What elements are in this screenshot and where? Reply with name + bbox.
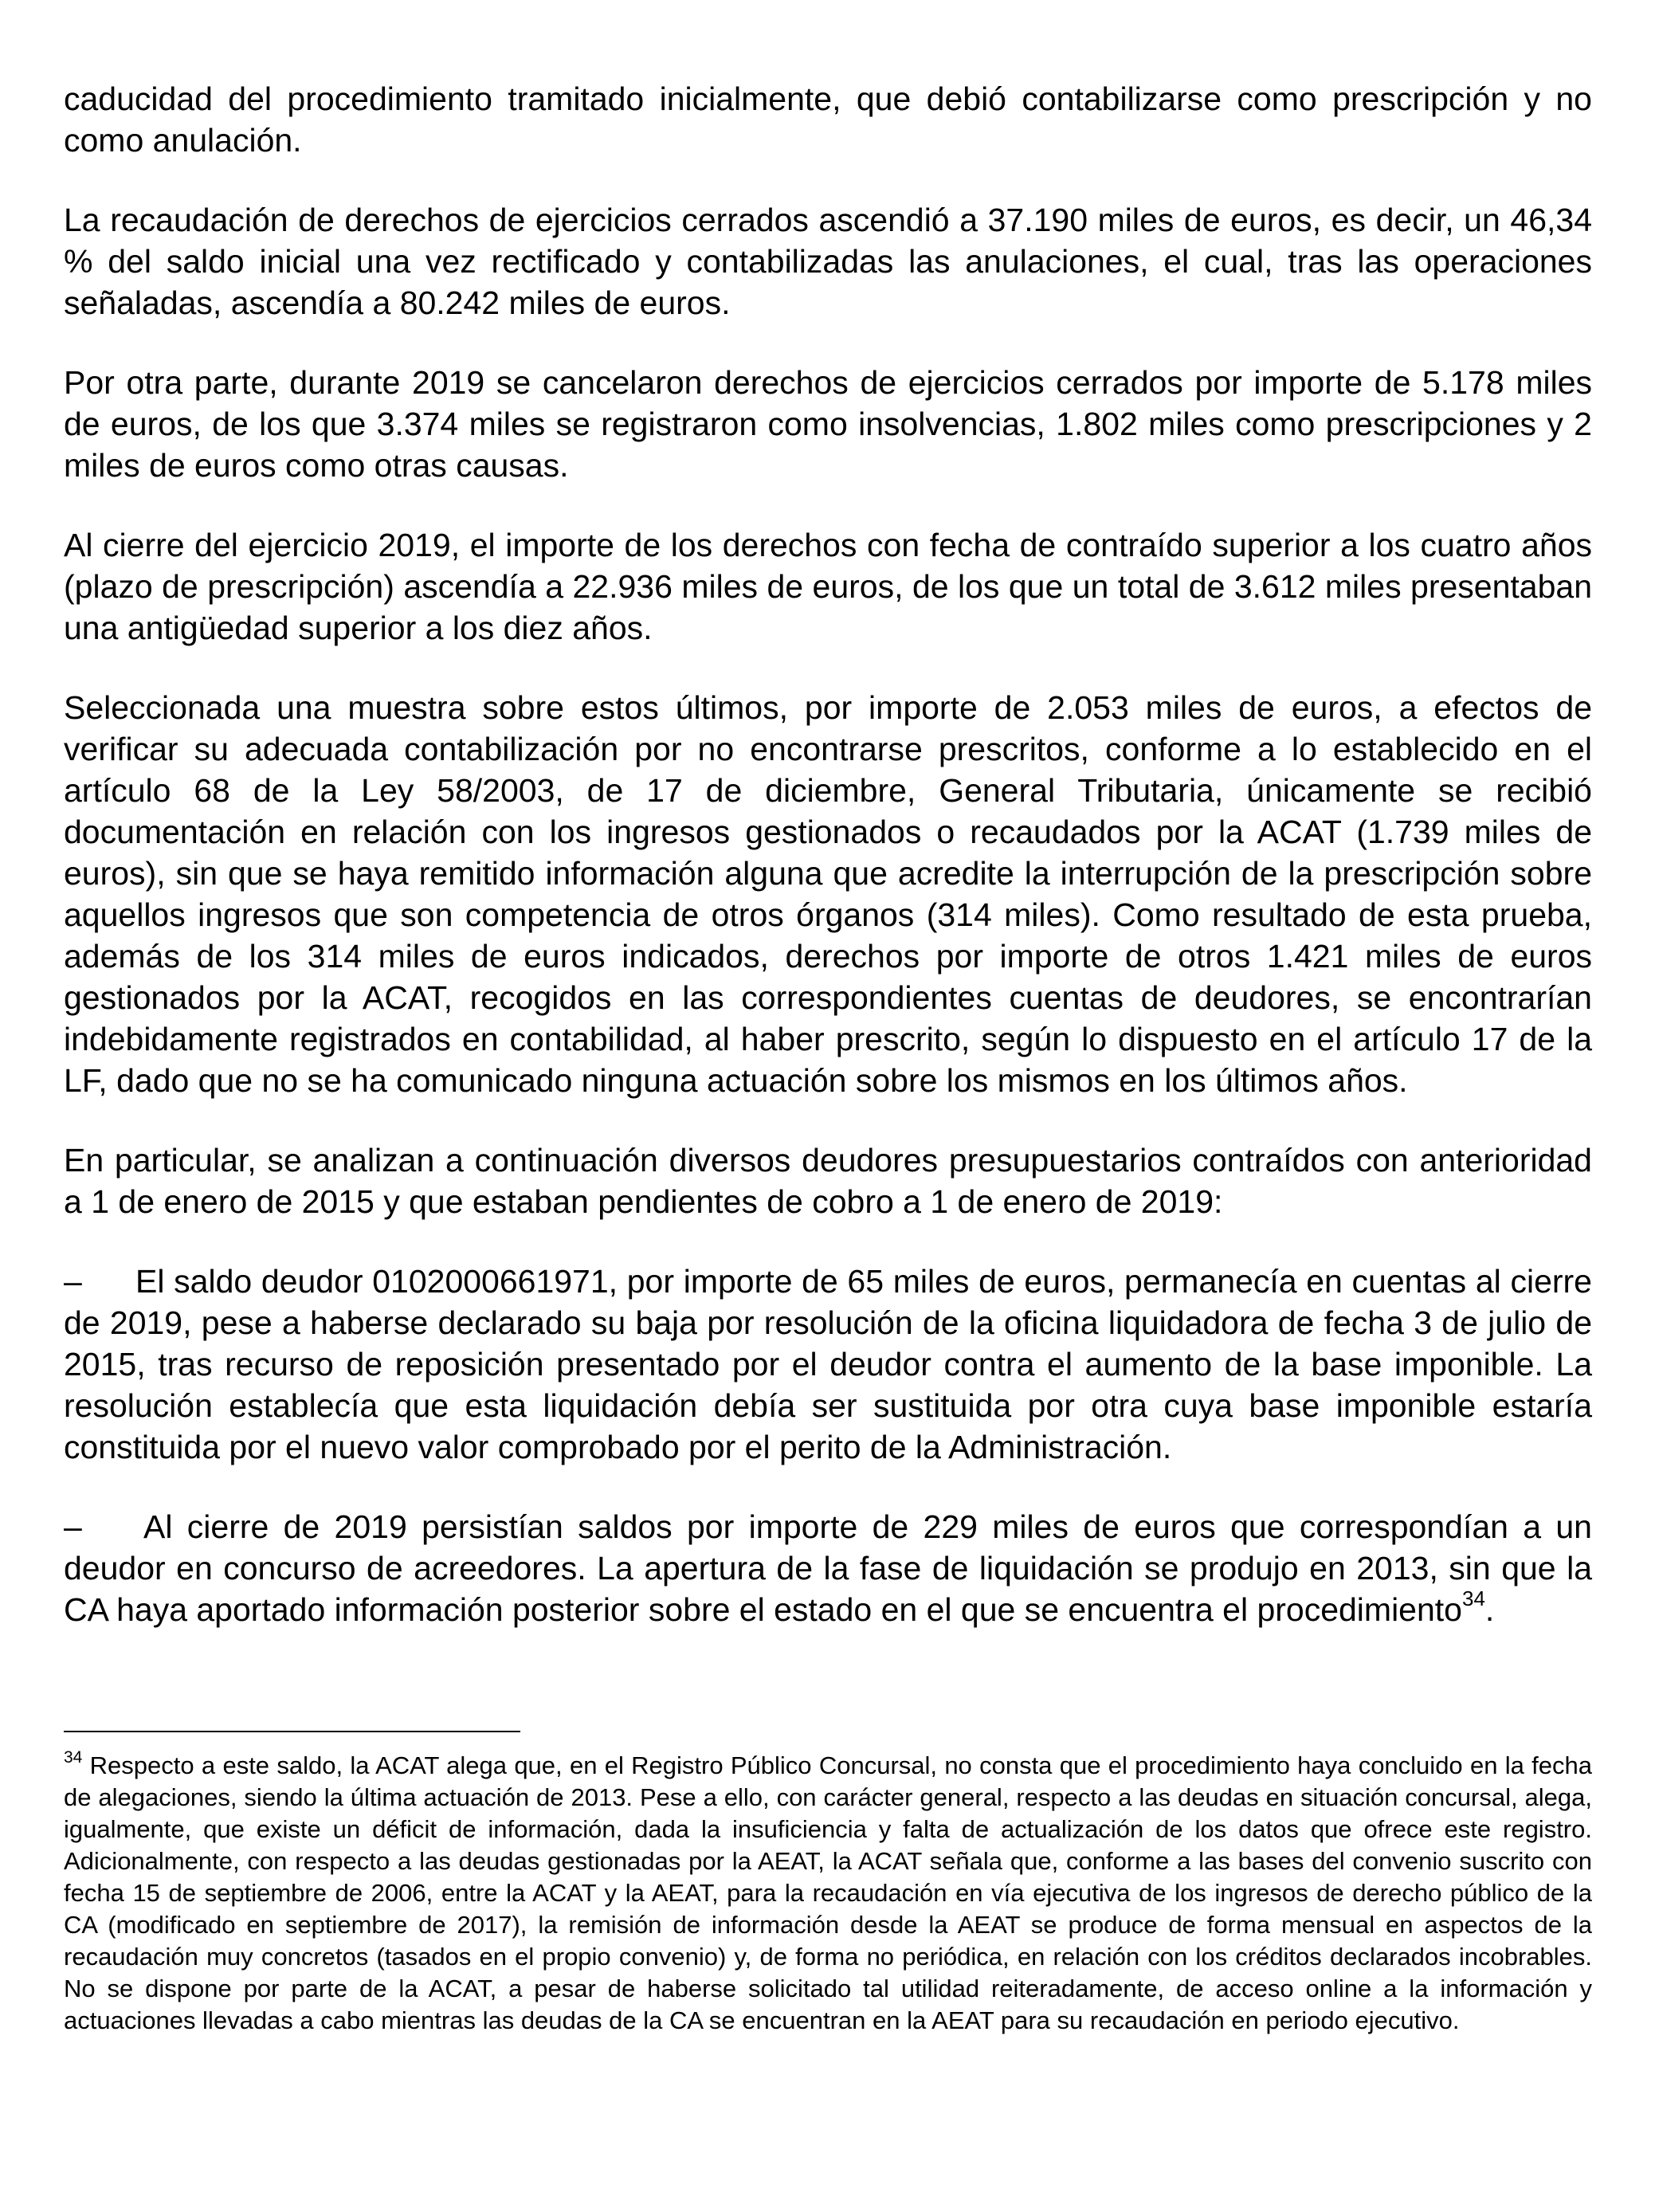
bullet-dash: – [64,1508,82,1545]
footnote-text: Respecto a este saldo, la ACAT alega que, en el Registro Público Concursal, no consta que el procedimiento haya concluido en la fecha de alegaciones, siendo la última actuación de 2013. Pese a ello, con carácter general, respecto a las deudas en situación concursal, alega, igualmente, que existe un déficit de información, dada la insuficiencia y falta de actualización de los datos que ofrece este registro. Adicionalmente, con respecto a las deudas gestionadas por la AEAT, la ACAT señala que, conforme a las bases del convenio suscrito con fecha 15 de septiembre de 2006, entre la ACAT y la AEAT, para la recaudación en vía ejecutiva de los ingresos de derecho público de la CA (modificado en septiembre de 2017), la remisión de información desde la AEAT se produce de forma mensual en aspectos de la recaudación muy concretos (tasados en el propio convenio) y, de forma no periódica, en relación con los créditos declarados incobrables. No se dispone por parte de la ACAT, a pesar de haberse solicitado tal utilidad reiteradamente, de acceso online a la información y actuaciones llevadas a cabo mientras las deudas de la CA se encuentran en la AEAT para su recaudación en periodo ejecutivo. [64,1751,1592,2034]
bullet-text: El saldo deudor 0102000661971, por importe de 65 miles de euros, permanecía en cuentas al cierre de 2019, pese a haberse declarado su baja por resolución de la oficina liquidadora de fecha 3 de julio de 2015, tras recurso de reposición presentado por el deudor contra el aumento de la base imponible. La resolución establecía que esta liquidación debía ser sustituida por otra cuya base imponible estaría constituida por el nuevo valor comprobado por el perito de la Administración. [64,1263,1592,1465]
bullet-item-saldo-deudor [64,1261,1592,1468]
page-body [64,78,1592,1669]
paragraph-deudores-intro: En particular, se analizan a continuación diversos deudores presupuestarios contraídos con anterioridad a 1 de enero de 2015 y que estaban pendientes de cobro a 1 de enero de 2019: [64,1142,1592,1220]
bullet-end-punctuation: . [1484,1591,1495,1628]
bullet-text: Al cierre de 2019 persistían saldos por importe de 229 miles de euros que correspondían a un deudor en concurso de acreedores. La apertura de la fase de liquidación se produjo en 2013, sin que la CA haya aportado información posterior sobre el estado en el que se encuentra el procedimiento [64,1508,1592,1628]
footnote [64,1747,1592,2037]
paragraph-cierre-ejercicio: Al cierre del ejercicio 2019, el importe de los derechos con fecha de contraído superior a los cuatro años (plazo de prescripción) ascendía a 22.936 miles de euros, de los que un total de 3.612 miles presentaban una antigüedad superior a los diez años. [64,527,1592,646]
footnote-reference[interactable]: 34 [1461,1586,1485,1611]
paragraph-muestra: Seleccionada una muestra sobre estos últimos, por importe de 2.053 miles de euros, a efectos de verificar su adecuada contabilización por no encontrarse prescritos, conforme a lo establecido en el artículo 68 de la Ley 58/2003, de 17 de diciembre, General Tributaria, únicamente se recibió documentación en relación con los ingresos gestionados o recaudados por la ACAT (1.739 miles de euros), sin que se haya remitido información alguna que acredite la interrupción de la prescripción sobre aquellos ingresos que son competencia de otros órganos (314 miles). Como resultado de esta prueba, además de los 314 miles de euros indicados, derechos por importe de otros 1.421 miles de euros gestionados por la ACAT, recogidos en las correspondientes cuentas de deudores, se encontrarían indebidamente registrados en contabilidad, al haber prescrito, según lo dispuesto en el artículo 17 de la LF, dado que no se ha comunicado ninguna actuación sobre los mismos en los últimos años. [64,689,1592,1099]
footnote-number: 34 [64,1747,83,1767]
paragraph-caducidad: caducidad del procedimiento tramitado inicialmente, que debió contabilizarse como prescripción y no como anulación. [64,80,1592,159]
paragraph-cancelaciones: Por otra parte, durante 2019 se cancelaron derechos de ejercicios cerrados por importe de 5.178 miles de euros, de los que 3.374 miles se registraron como insolvencias, 1.802 miles como prescripciones y 2 miles de euros como otras causas. [64,364,1592,484]
footnote-separator [64,1731,520,1732]
bullet-item-concurso [64,1506,1592,1630]
bullet-dash: – [64,1263,82,1300]
paragraph-recaudacion: La recaudación de derechos de ejercicios cerrados ascendió a 37.190 miles de euros, es decir, un 46,34 % del saldo inicial una vez rectificado y contabilizadas las anulaciones, el cual, tras las operaciones señaladas, ascendía a 80.242 miles de euros. [64,202,1592,321]
